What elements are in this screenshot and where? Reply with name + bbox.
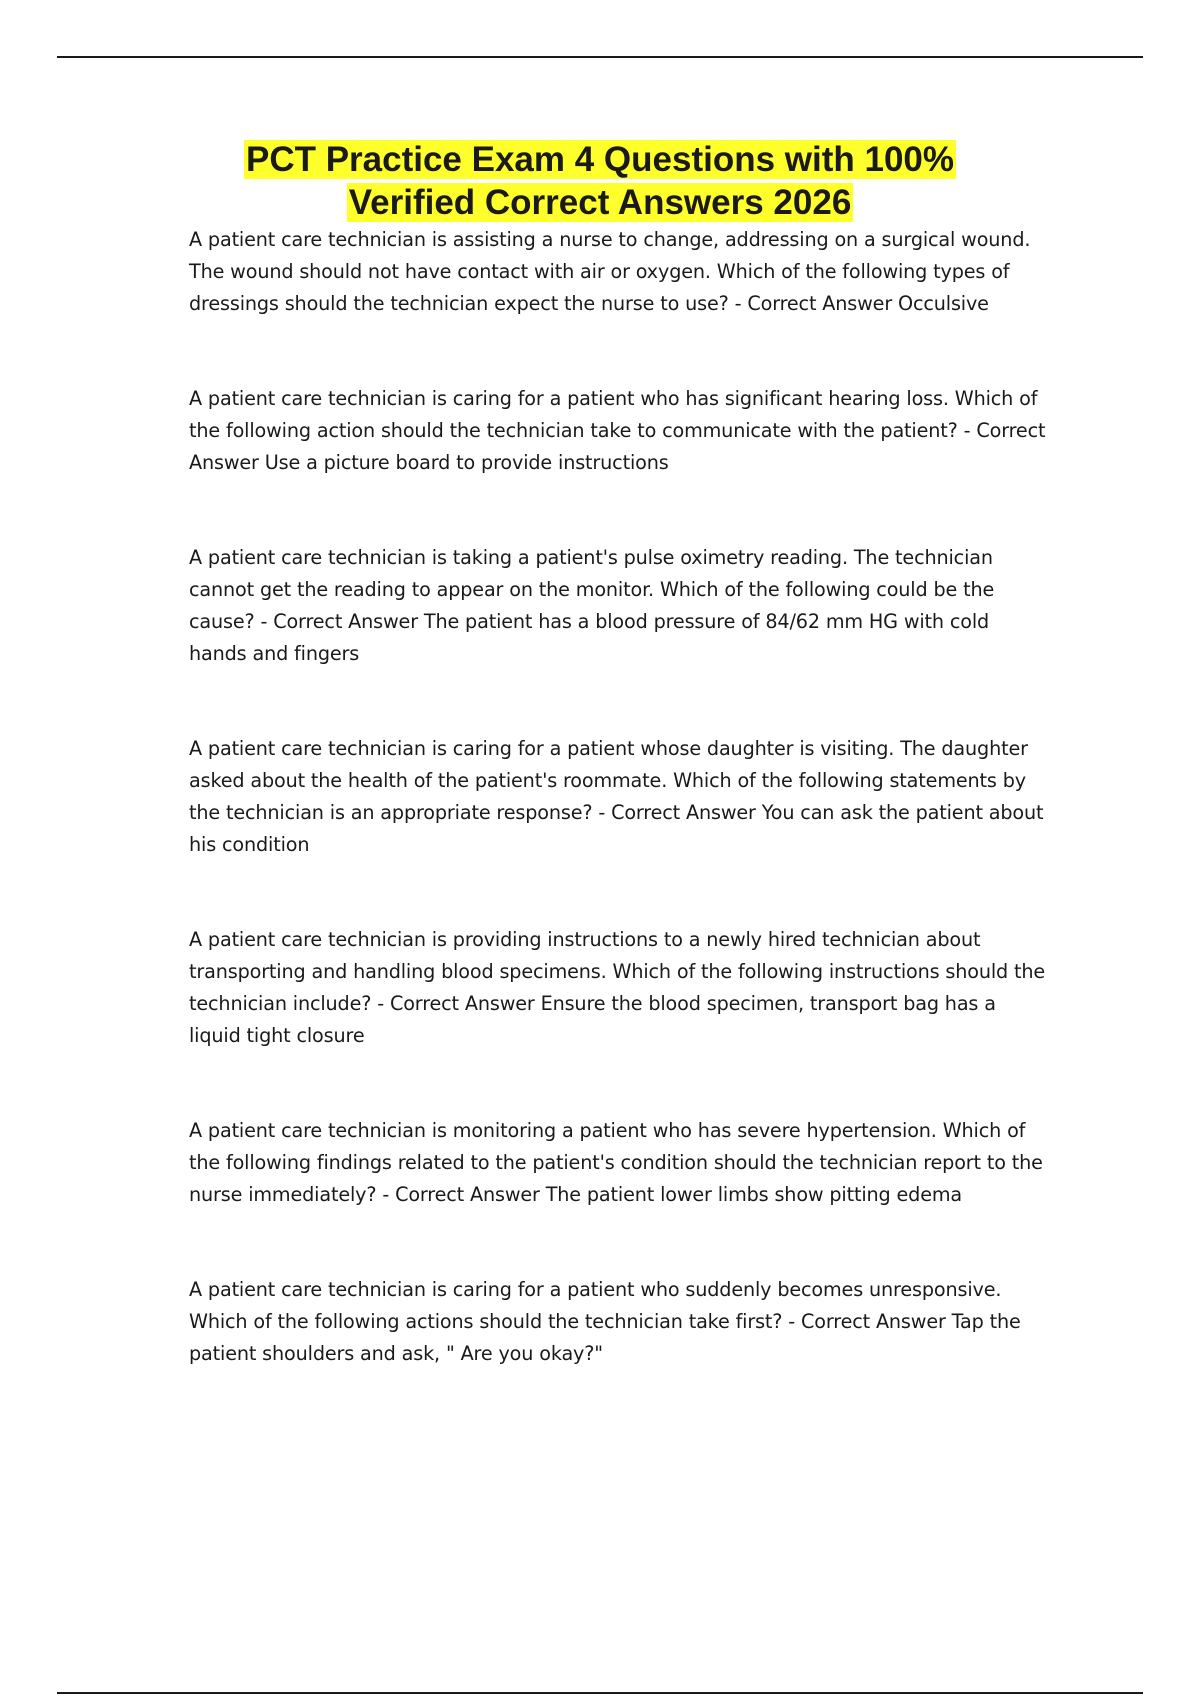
title-line-2: Verified Correct Answers 2026 (348, 183, 852, 222)
question-answer-4: A patient care technician is caring for a patient whose daughter is visiting. The daughter asked about the health of the patient's roommate. Which of the following statements by the technician is an appropriate response? - Correct Answer You can ask the patient about his condition (189, 737, 1044, 856)
bottom-rule (57, 1692, 1143, 1694)
question-answer-1: A patient care technician is assisting a nurse to change, addressing on a surgical wound. The wound should not have contact with air or oxygen. Which of the following types of dressings should the technician expect the nurse to use? - Correct Answer Occulsive (189, 228, 1031, 315)
document-title (0, 138, 1200, 224)
question-answer-6: A patient care technician is monitoring a patient who has severe hypertension. Which of the following findings related to the patient's condition should the technician report to the nurse immediately? - Correct Answer The patient lower limbs show pitting edema (189, 1119, 1043, 1206)
title-line-1: PCT Practice Exam 4 Questions with 100% (245, 140, 955, 179)
question-answer-7: A patient care technician is caring for a patient who suddenly becomes unresponsive. Which of the following actions should the technician take first? - Correct Answer Tap the patient shoulders and ask, " Are you okay?" (189, 1278, 1021, 1365)
question-answer-3: A patient care technician is taking a patient's pulse oximetry reading. The technician cannot get the reading to appear on the monitor. Which of the following could be the cause? - Correct Answer The patient has a blood pressure of 84/62 mm HG with cold hands and fingers (189, 546, 995, 665)
top-rule (57, 56, 1143, 58)
question-answer-5: A patient care technician is providing instructions to a newly hired technician about transporting and handling blood specimens. Which of the following instructions should the technician include? - Correct Answer Ensure the blood specimen, transport bag has a liquid tight closure (189, 928, 1046, 1047)
question-answer-2: A patient care technician is caring for a patient who has significant hearing loss. Which of the following action should the technician take to communicate with the patient? - Correct Answer Use a picture board to provide instructions (189, 387, 1046, 474)
question-list (189, 224, 1049, 1370)
